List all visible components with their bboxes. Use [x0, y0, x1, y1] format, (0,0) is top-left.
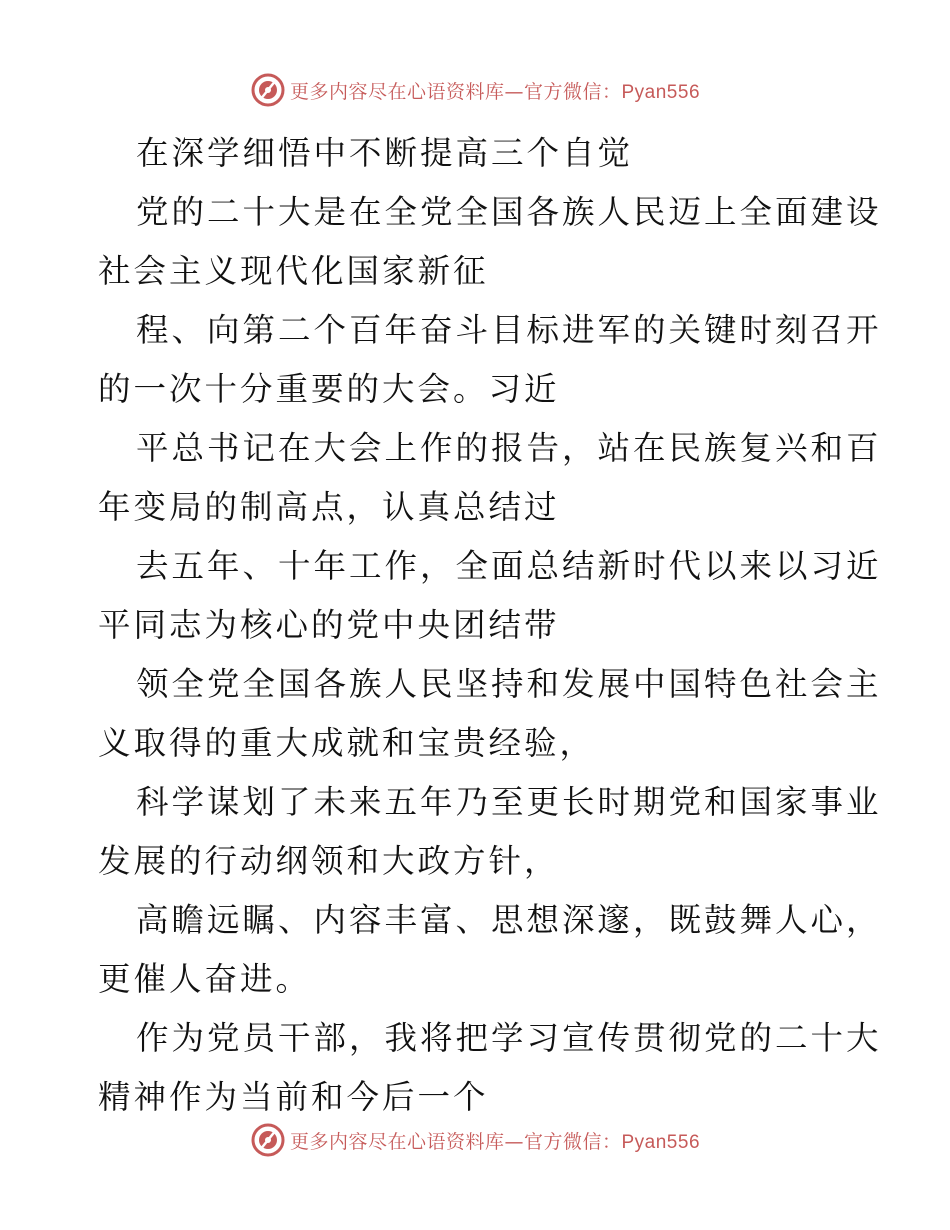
paragraph-line: 领全党全国各族人民坚持和发展中国特色社会主 — [136, 665, 882, 703]
paragraph-line: 党的二十大是在全党全国各族人民迈上全面建设 — [136, 193, 882, 231]
paragraph-line: 的一次十分重要的大会。习近 — [98, 370, 560, 408]
paragraph-line: 义取得的重大成就和宝贵经验， — [98, 724, 596, 762]
paragraph-line: 作为党员干部，我将把学习宣传贯彻党的二十大 — [136, 1019, 882, 1057]
footer-banner-text — [290, 1127, 700, 1154]
paragraph-line: 精神作为当前和今后一个 — [98, 1078, 489, 1116]
paragraph-line: 平总书记在大会上作的报告，站在民族复兴和百 — [136, 429, 882, 467]
paragraph-line: 更催人奋进。 — [98, 960, 312, 998]
footer-banner-handle: Pyan556 — [621, 1131, 701, 1153]
header-banner-handle: Pyan556 — [621, 81, 701, 103]
document-body — [98, 124, 882, 1127]
red-seal-logo-icon — [250, 72, 286, 108]
paragraph-line: 年变局的制高点，认真总结过 — [98, 488, 560, 526]
document-title: 在深学细悟中不断提高三个自觉 — [136, 134, 634, 172]
paragraph-line: 平同志为核心的党中央团结带 — [98, 606, 560, 644]
paragraph-line: 去五年、十年工作，全面总结新时代以来以习近 — [136, 547, 882, 585]
footer-banner-label: 更多内容尽在心语资料库—官方微信： — [289, 1130, 622, 1153]
paragraph-line: 高瞻远瞩、内容丰富、思想深邃，既鼓舞人心， — [136, 901, 882, 939]
paragraph-line: 发展的行动纲领和大政方针， — [98, 842, 560, 880]
paragraph-line: 程、向第二个百年奋斗目标进军的关键时刻召开 — [136, 311, 882, 349]
red-seal-logo-icon — [250, 1122, 286, 1158]
paragraph-line: 科学谋划了未来五年乃至更长时期党和国家事业 — [136, 783, 882, 821]
header-banner-text — [290, 77, 700, 104]
header-banner — [0, 70, 950, 110]
paragraph-line: 社会主义现代化国家新征 — [98, 252, 489, 290]
footer-banner — [0, 1120, 950, 1160]
header-banner-label: 更多内容尽在心语资料库—官方微信： — [289, 80, 622, 103]
